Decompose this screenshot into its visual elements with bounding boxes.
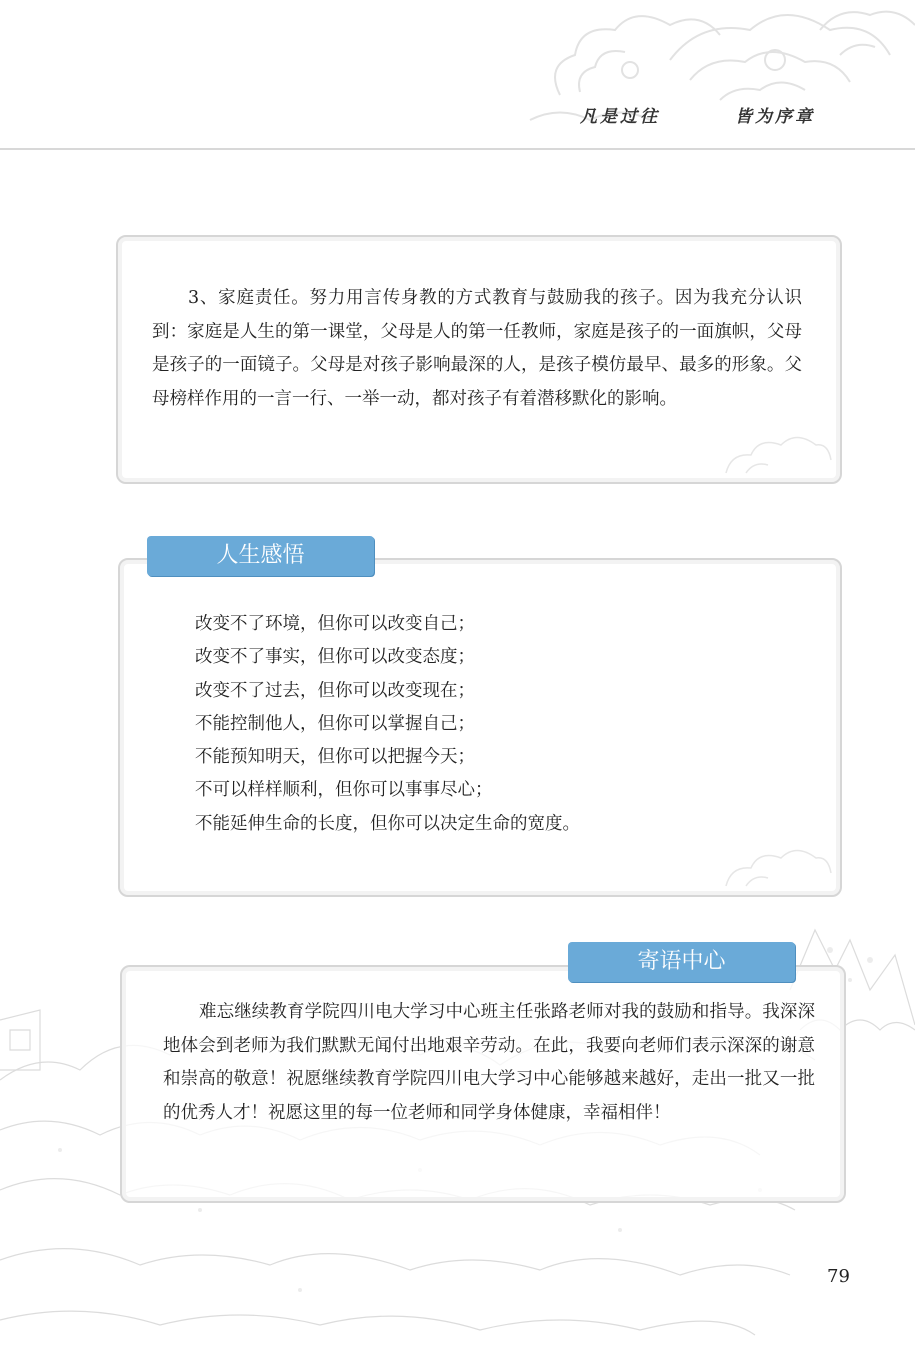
poem-line: 不能预知明天，但你可以把握今天；: [195, 747, 475, 768]
page-number: 79: [827, 1266, 850, 1287]
life-insight-poem: [195, 608, 755, 841]
page-header: [0, 0, 915, 150]
message-center-label: 寄语中心: [568, 942, 795, 982]
corner-cloud-icon: [716, 428, 836, 478]
corner-cloud-icon: [716, 841, 836, 891]
header-divider: [0, 148, 915, 150]
header-motto-right: 皆为序章: [735, 107, 815, 127]
poem-line: 不可以样样顺利，但你可以事事尽心；: [195, 780, 493, 801]
poem-line: 不能延伸生命的长度，但你可以决定生命的宽度。: [195, 813, 580, 834]
poem-line: 改变不了事实，但你可以改变态度；: [195, 647, 475, 668]
poem-line: 改变不了过去，但你可以改变现在；: [195, 680, 475, 701]
header-motto-left: 凡是过往: [580, 107, 660, 127]
life-insight-label: 人生感悟: [147, 536, 374, 576]
family-responsibility-text: 3、家庭责任。努力用言传身教的方式教育与鼓励我的孩子。因为我充分认识到：家庭是人生的第一课堂，父母是人的第一任教师，家庭是孩子的一面旗帜，父母是孩子的一面镜子。父母是对孩子影响最深的人，是孩子模仿最早、最多的形象。父母榜样作用的一言一行、一举一动，都对孩子有着潜移默化的影响。: [152, 288, 802, 409]
message-center-text: 难忘继续教育学院四川电大学习中心班主任张路老师对我的鼓励和指导。我深深地体会到老师为我们默默无闻付出地艰辛劳动。在此，我要向老师们表示深深的谢意和崇高的敬意！祝愿继续教育学院四川电大学习中心能够越来越好，走出一批又一批的优秀人才！祝愿这里的每一位老师和同学身体健康，幸福相伴！: [163, 1002, 815, 1123]
poem-line: 改变不了环境，但你可以改变自己；: [195, 614, 475, 634]
poem-line: 不能控制他人，但你可以掌握自己；: [195, 713, 475, 734]
